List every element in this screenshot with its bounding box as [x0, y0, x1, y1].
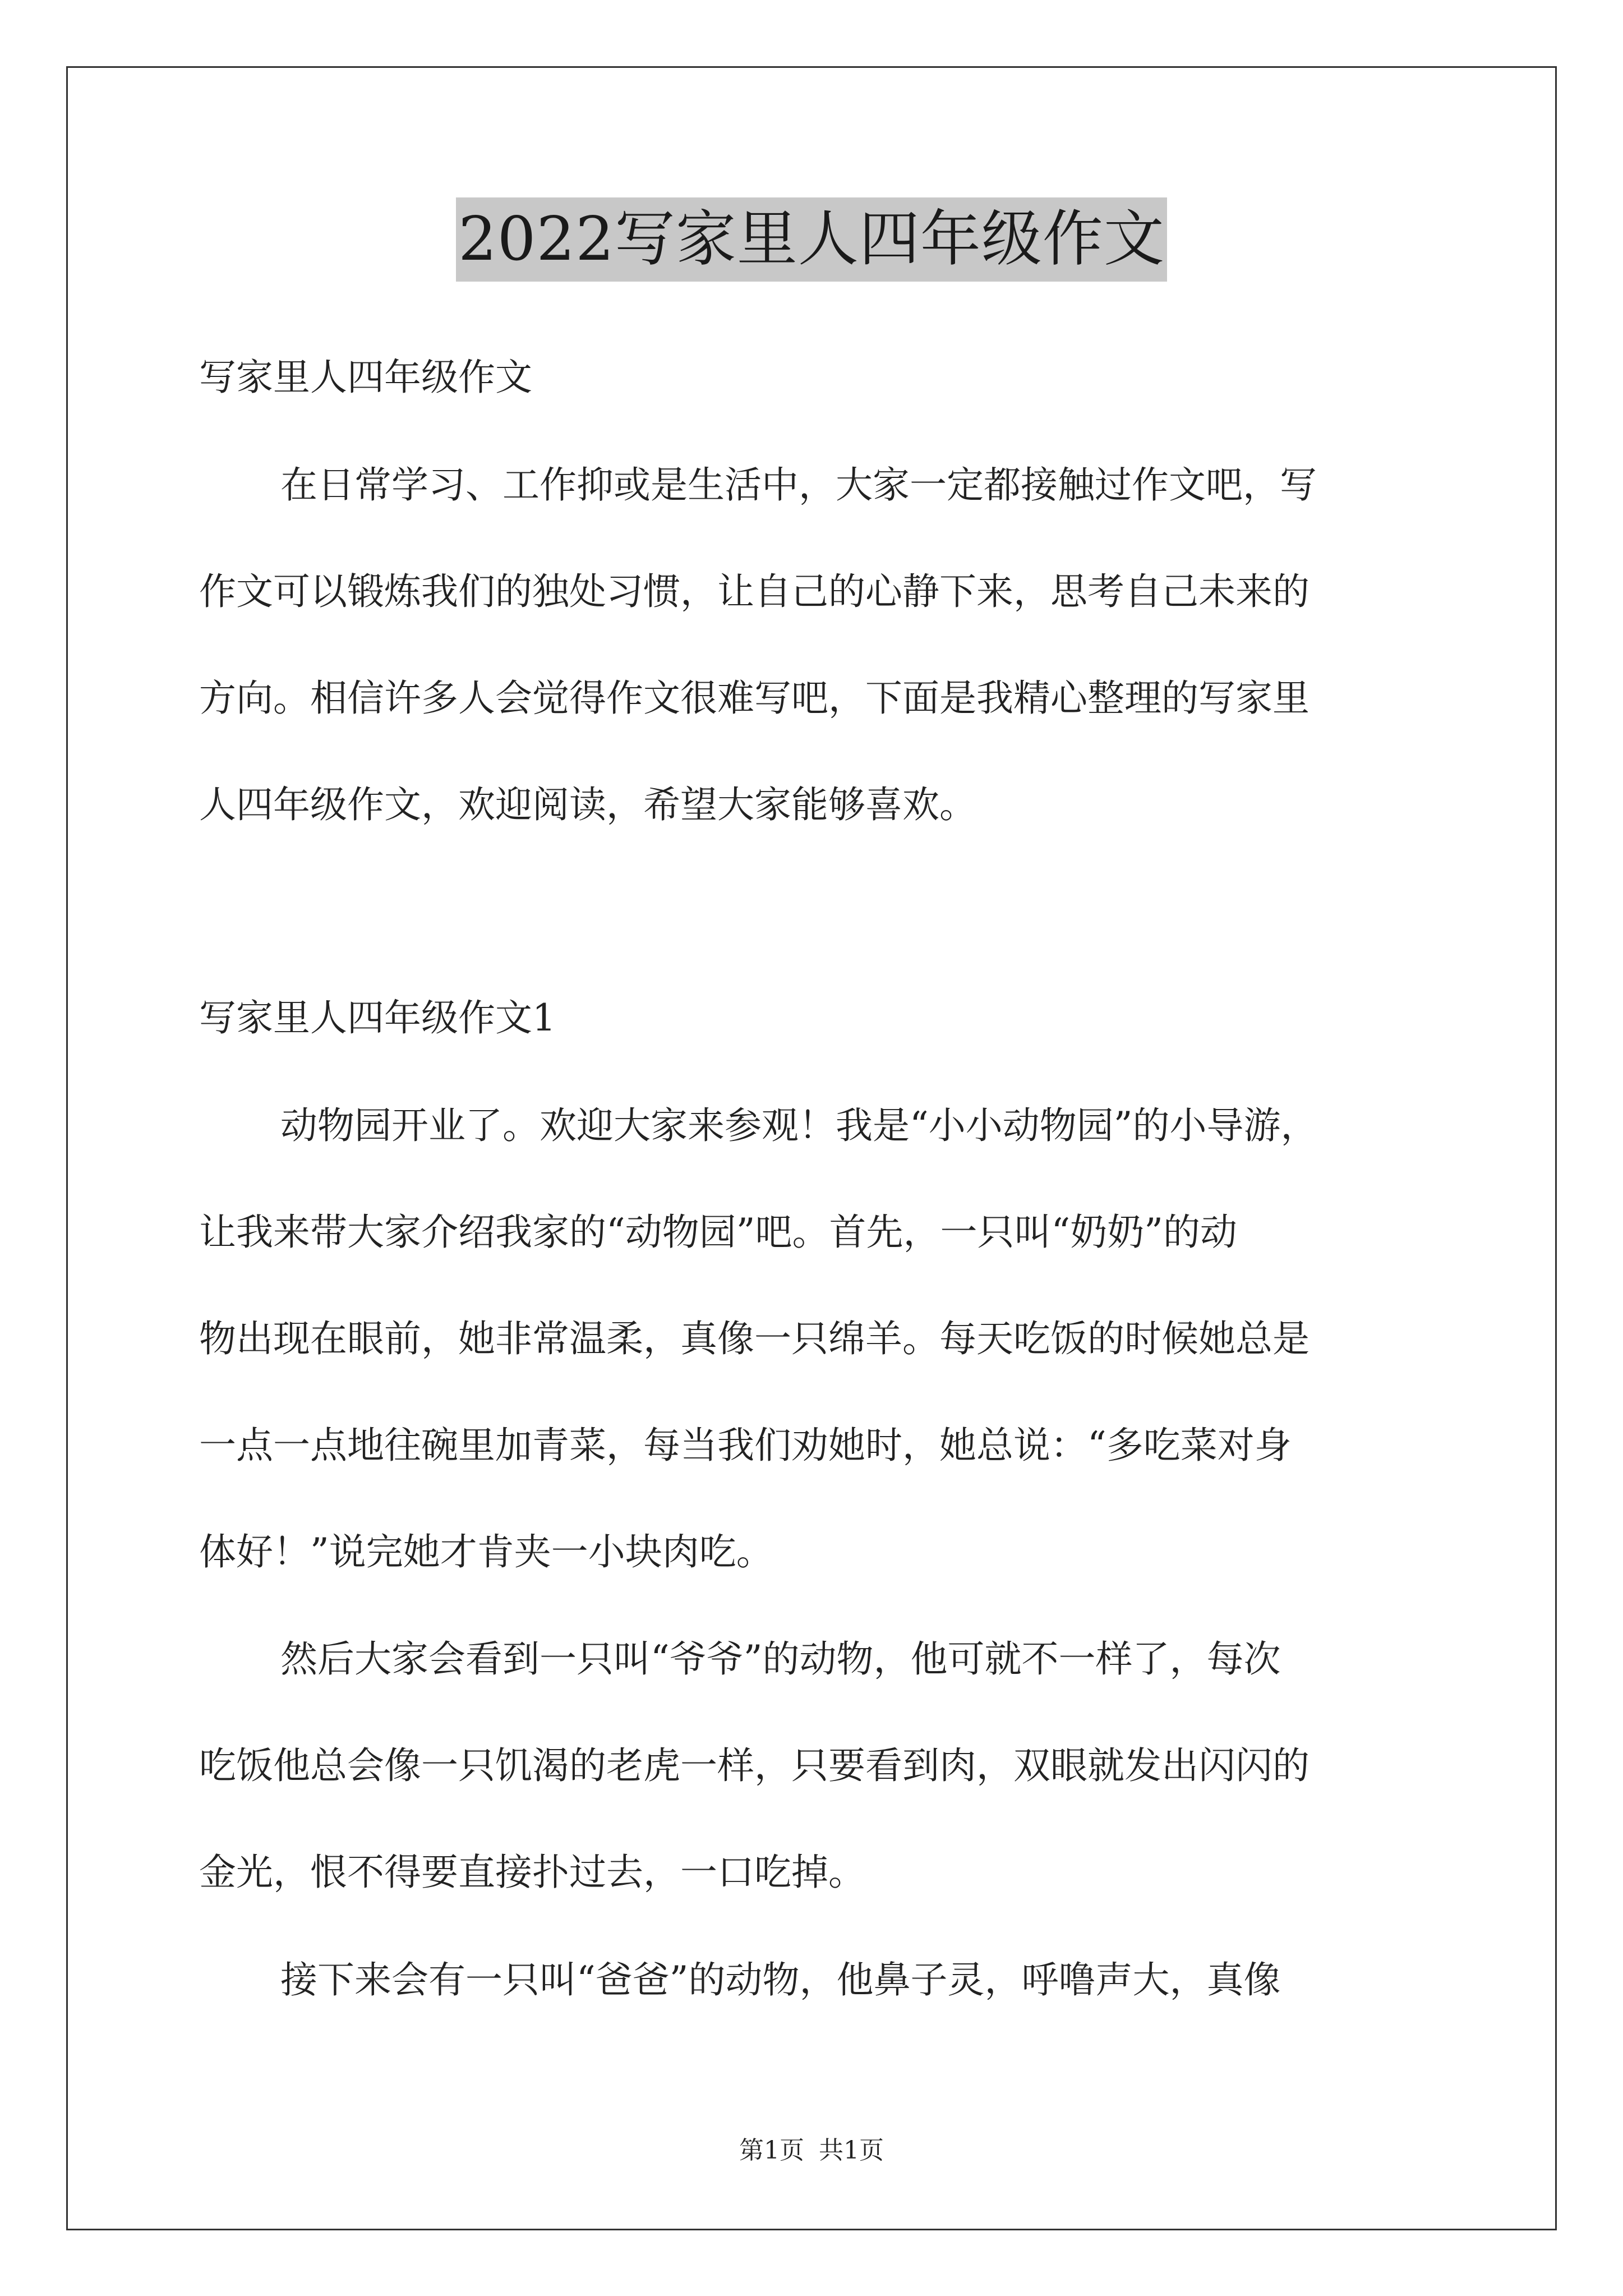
- page-number: 第1页: [739, 2136, 804, 2165]
- paragraph-line: 动物园开业了。欢迎大家来参观！我是“小小动物园”的小导游，: [280, 1104, 1318, 1147]
- subtitle: 写家里人四年级作文: [199, 356, 532, 399]
- paragraph-line: 吃饭他总会像一只饥渴的老虎一样，只要看到肉，双眼就发出闪闪的: [199, 1744, 1310, 1787]
- paragraph-line: 体好！”说完她才肯夹一小块肉吃。: [199, 1530, 773, 1573]
- page-total: 共1页: [819, 2136, 884, 2165]
- paragraph-line: 一点一点地往碗里加青菜，每当我们劝她时，她总说：“多吃菜对身: [199, 1424, 1292, 1467]
- paragraph-line: 接下来会有一只叫“爸爸”的动物，他鼻子灵，呼噜声大，真像: [280, 1958, 1281, 2001]
- title-container: [0, 197, 1623, 282]
- intro-line: 作文可以锻炼我们的独处习惯，让自己的心静下来，思考自己未来的: [199, 570, 1310, 613]
- paragraph-line: 让我来带大家介绍我家的“动物园”吧。首先，一只叫“奶奶”的动: [199, 1211, 1237, 1254]
- paragraph-line: 然后大家会看到一只叫“爷爷”的动物，他可就不一样了，每次: [280, 1637, 1281, 1681]
- intro-line: 在日常学习、工作抑或是生活中，大家一定都接触过作文吧，写: [280, 463, 1317, 507]
- paragraph-line: 物出现在眼前，她非常温柔，真像一只绵羊。每天吃饭的时候她总是: [199, 1317, 1310, 1360]
- intro-line: 人四年级作文，欢迎阅读，希望大家能够喜欢。: [199, 783, 976, 826]
- page-footer: [0, 2134, 1623, 2168]
- intro-line: 方向。相信许多人会觉得作文很难写吧，下面是我精心整理的写家里: [199, 677, 1310, 720]
- paragraph-line: 金光，恨不得要直接扑过去，一口吃掉。: [199, 1851, 865, 1894]
- document-title: 2022写家里人四年级作文: [456, 197, 1167, 282]
- section-heading: 写家里人四年级作文1: [199, 996, 556, 1039]
